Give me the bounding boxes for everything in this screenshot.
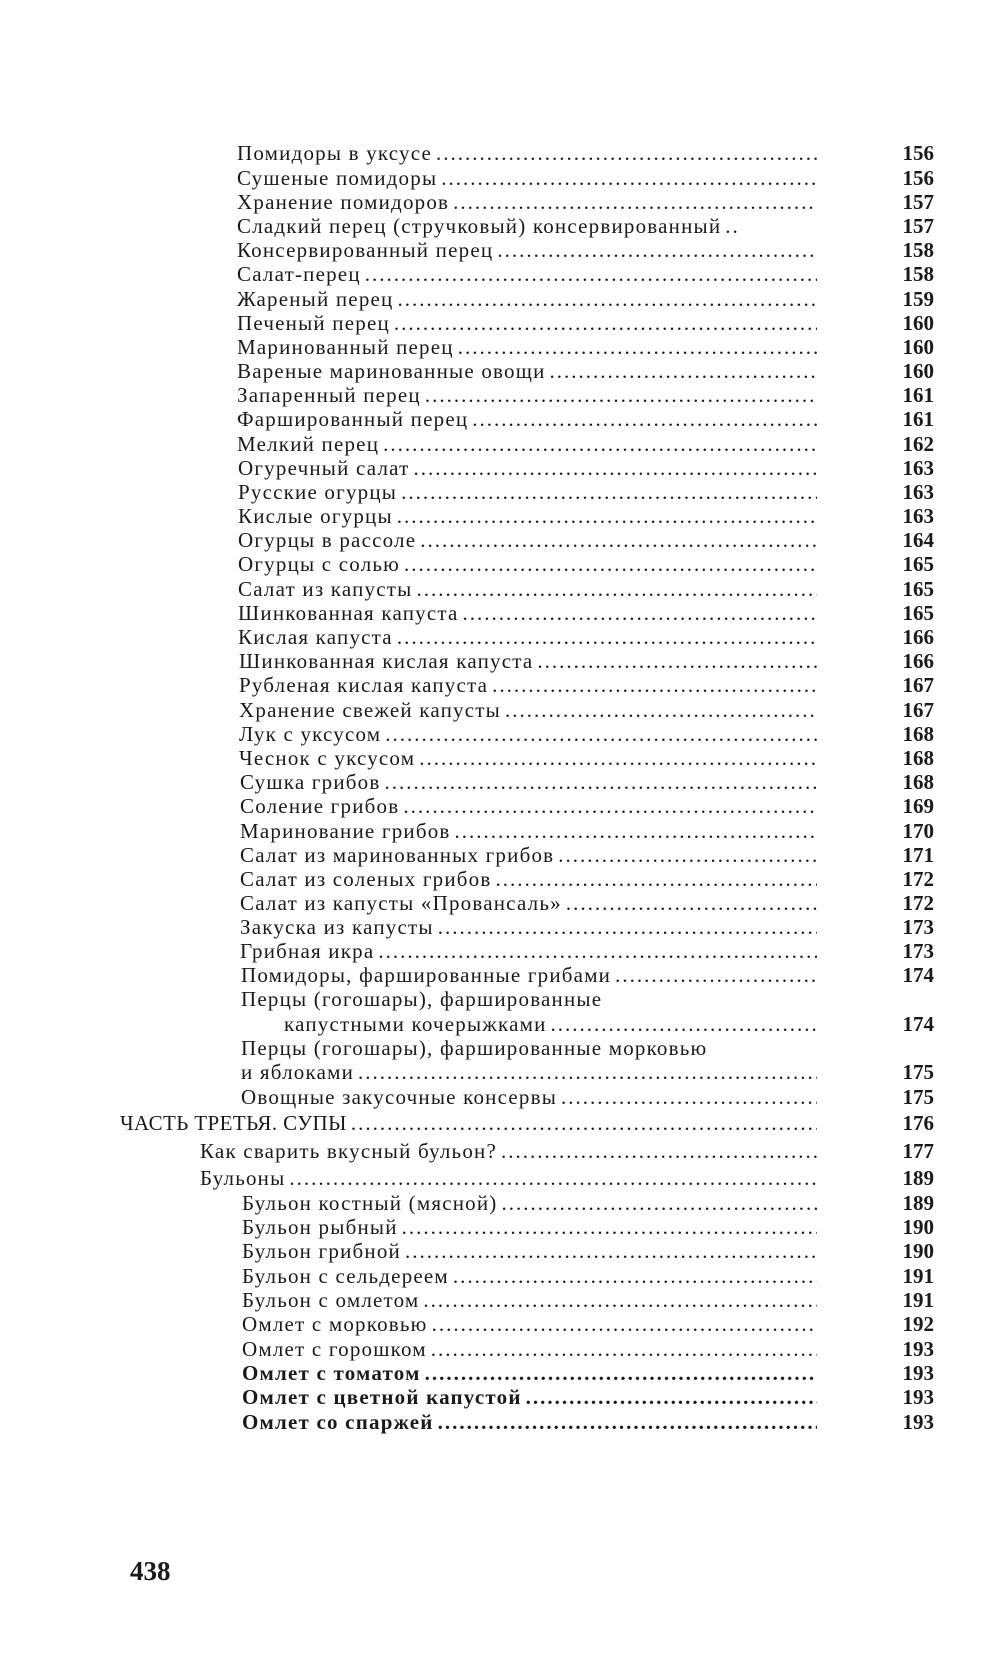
- toc-entry-title: Лук с уксусом: [239, 722, 382, 746]
- toc-entry-title: Закуска из капусты: [240, 915, 434, 939]
- toc-entry-title: Салат из капусты «Провансаль»: [240, 891, 562, 915]
- toc-entry-title: Перцы (гогошары), фаршированные морковью: [241, 1036, 708, 1060]
- toc-entry-title: Вареные маринованные овощи: [237, 359, 546, 383]
- toc-entry-title: Мелкий перец: [237, 432, 380, 456]
- page-number: 438: [130, 1556, 171, 1586]
- toc-entry-page: 172: [902, 891, 934, 915]
- toc-entry-title: Бульон грибной: [242, 1239, 401, 1263]
- toc-entry-title: Консервированный перец: [237, 238, 494, 262]
- toc-entry-page: 193: [902, 1361, 934, 1385]
- toc-entry-title-cont: капустными кочерыжками: [284, 1012, 547, 1036]
- toc-entry-title: Бульон рыбный: [242, 1215, 398, 1239]
- toc-entry-title: Сладкий перец (стручковый) консервированный: [237, 214, 722, 238]
- toc-entry-page: 163: [902, 480, 934, 504]
- toc-entry-page: 156: [902, 166, 934, 190]
- toc-entry-page: 158: [902, 238, 934, 262]
- toc-entry-title: Бульоны: [200, 1166, 286, 1190]
- toc-entry-title: Русские огурцы: [238, 480, 398, 504]
- toc-entry-title: Помидоры, фаршированные грибами: [241, 963, 612, 987]
- toc-entry-title: ЧАСТЬ ТРЕТЬЯ. СУПЫ: [120, 1111, 347, 1135]
- toc-entry-title: Салат из соленых грибов: [240, 867, 492, 891]
- toc-entry-title: Омлет с горошком: [242, 1337, 427, 1361]
- toc-entry-page: 165: [902, 601, 934, 625]
- toc-entry-title: Огурцы с солью: [238, 552, 401, 576]
- toc-entry-title: Сушеные помидоры: [237, 166, 438, 190]
- toc-entry-title: Огуречный салат: [238, 456, 410, 480]
- toc-entry-title: Кислая капуста: [238, 625, 393, 649]
- toc-entry-page: 165: [902, 577, 934, 601]
- toc-entry-page: 172: [902, 867, 934, 891]
- toc-entry-page: 168: [902, 722, 934, 746]
- toc-entry-title: Салат-перец: [237, 262, 361, 286]
- toc-entry-page: 167: [902, 673, 934, 697]
- toc-entry-page: 166: [902, 625, 934, 649]
- toc-entry-page: 176: [902, 1111, 934, 1135]
- toc-entry-title: Бульон костный (мясной): [242, 1191, 498, 1215]
- toc-entry-page: 189: [902, 1166, 934, 1190]
- toc-entry-title: Бульон с сельдереем: [242, 1264, 449, 1288]
- toc-entry-page: 162: [902, 432, 934, 456]
- toc-entry-page: 165: [902, 552, 934, 576]
- toc-entry-title: Фаршированный перец: [237, 407, 469, 431]
- toc-entry-page: 156: [902, 141, 934, 165]
- toc-entry-page: 192: [902, 1312, 934, 1336]
- toc-entry-page: 161: [902, 407, 934, 431]
- toc-entry-page: 164: [902, 528, 934, 552]
- toc-entry-page: 168: [902, 746, 934, 770]
- toc-entry-page: 190: [902, 1215, 934, 1239]
- toc-entry-page: 170: [902, 819, 934, 843]
- toc-entry-page: 177: [902, 1139, 934, 1163]
- toc-entry-page: 193: [902, 1385, 934, 1409]
- toc-entry-title: Запаренный перец: [237, 383, 421, 407]
- toc-entry-title: Печеный перец: [237, 311, 390, 335]
- toc-entry-title: Маринование грибов: [240, 819, 451, 843]
- toc-entry-page: 191: [902, 1288, 934, 1312]
- toc-entry-title-cont: и яблоками: [241, 1060, 355, 1084]
- toc-entry-title: Соление грибов: [240, 794, 400, 818]
- toc-entry-page: 167: [902, 698, 934, 722]
- toc-entry-page: 193: [902, 1410, 934, 1434]
- toc-entry-title: Хранение свежей капусты: [239, 698, 501, 722]
- toc-entry-page: 160: [902, 311, 934, 335]
- toc-entry-page: 171: [902, 843, 934, 867]
- toc-entry-page: 174: [902, 1012, 934, 1036]
- toc-entry-title: Омлет с томатом: [242, 1361, 421, 1385]
- toc-entry-title: Омлет со спаржей: [242, 1410, 434, 1434]
- toc-entry-page: 157: [902, 190, 934, 214]
- toc-entry-page: 175: [902, 1085, 934, 1109]
- toc-entry-page: 159: [902, 287, 934, 311]
- toc-entry-title: Как сварить вкусный бульон?: [200, 1139, 497, 1163]
- toc-entry-page: 158: [902, 262, 934, 286]
- toc-entry-page: 163: [902, 456, 934, 480]
- toc-entry-title: Салат из капусты: [238, 577, 413, 601]
- toc-entry-page: 174: [902, 963, 934, 987]
- toc-entry-title: Маринованный перец: [237, 335, 454, 359]
- toc-entry: [0, 1035, 1000, 1061]
- toc-entry-page: 173: [902, 939, 934, 963]
- toc-entry-title: Омлет с морковью: [242, 1312, 428, 1336]
- toc-entry-title: Чеснок с уксусом: [239, 746, 416, 770]
- toc-entry-title: Рубленая кислая капуста: [239, 673, 489, 697]
- toc-entry-page: 191: [902, 1264, 934, 1288]
- toc-entry-title: Огурцы в рассоле: [238, 528, 417, 552]
- toc-entry-page: 160: [902, 359, 934, 383]
- toc-entry-title: Бульон с омлетом: [242, 1288, 420, 1312]
- toc-entry-title: Жареный перец: [237, 287, 394, 311]
- toc-entry-title: Салат из маринованных грибов: [240, 843, 555, 867]
- toc-entry-page: 163: [902, 504, 934, 528]
- toc-entry-title: Омлет с цветной капустой: [242, 1385, 522, 1409]
- toc-entry-page: 175: [902, 1060, 934, 1084]
- toc-entry-page: 166: [902, 649, 934, 673]
- toc-entry-page: 160: [902, 335, 934, 359]
- toc-entry-page: 189: [902, 1191, 934, 1215]
- toc-entry-title: Овощные закусочные консервы: [241, 1085, 558, 1109]
- toc-entry-page: 193: [902, 1337, 934, 1361]
- toc-entry-title: Хранение помидоров: [237, 190, 450, 214]
- toc-entry-page: 173: [902, 915, 934, 939]
- toc-entry-page: 157: [902, 214, 934, 238]
- toc-entry-title: Помидоры в уксусе: [237, 141, 433, 165]
- toc-entry-page: 168: [902, 770, 934, 794]
- toc-entry-page: 190: [902, 1239, 934, 1263]
- toc-entry-page: 169: [902, 794, 934, 818]
- toc-entry-title: Шинкованная капуста: [238, 601, 459, 625]
- toc-entry-page: 161: [902, 383, 934, 407]
- toc-entry-title: Кислые огурцы: [238, 504, 393, 528]
- toc-entry-title: Грибная икра: [240, 939, 375, 963]
- toc-entry-title: Сушка грибов: [240, 770, 381, 794]
- toc-entry-title: Перцы (гогошары), фаршированные: [241, 987, 603, 1011]
- toc-entry-title: Шинкованная кислая капуста: [239, 649, 534, 673]
- toc-entry: [0, 986, 1000, 1012]
